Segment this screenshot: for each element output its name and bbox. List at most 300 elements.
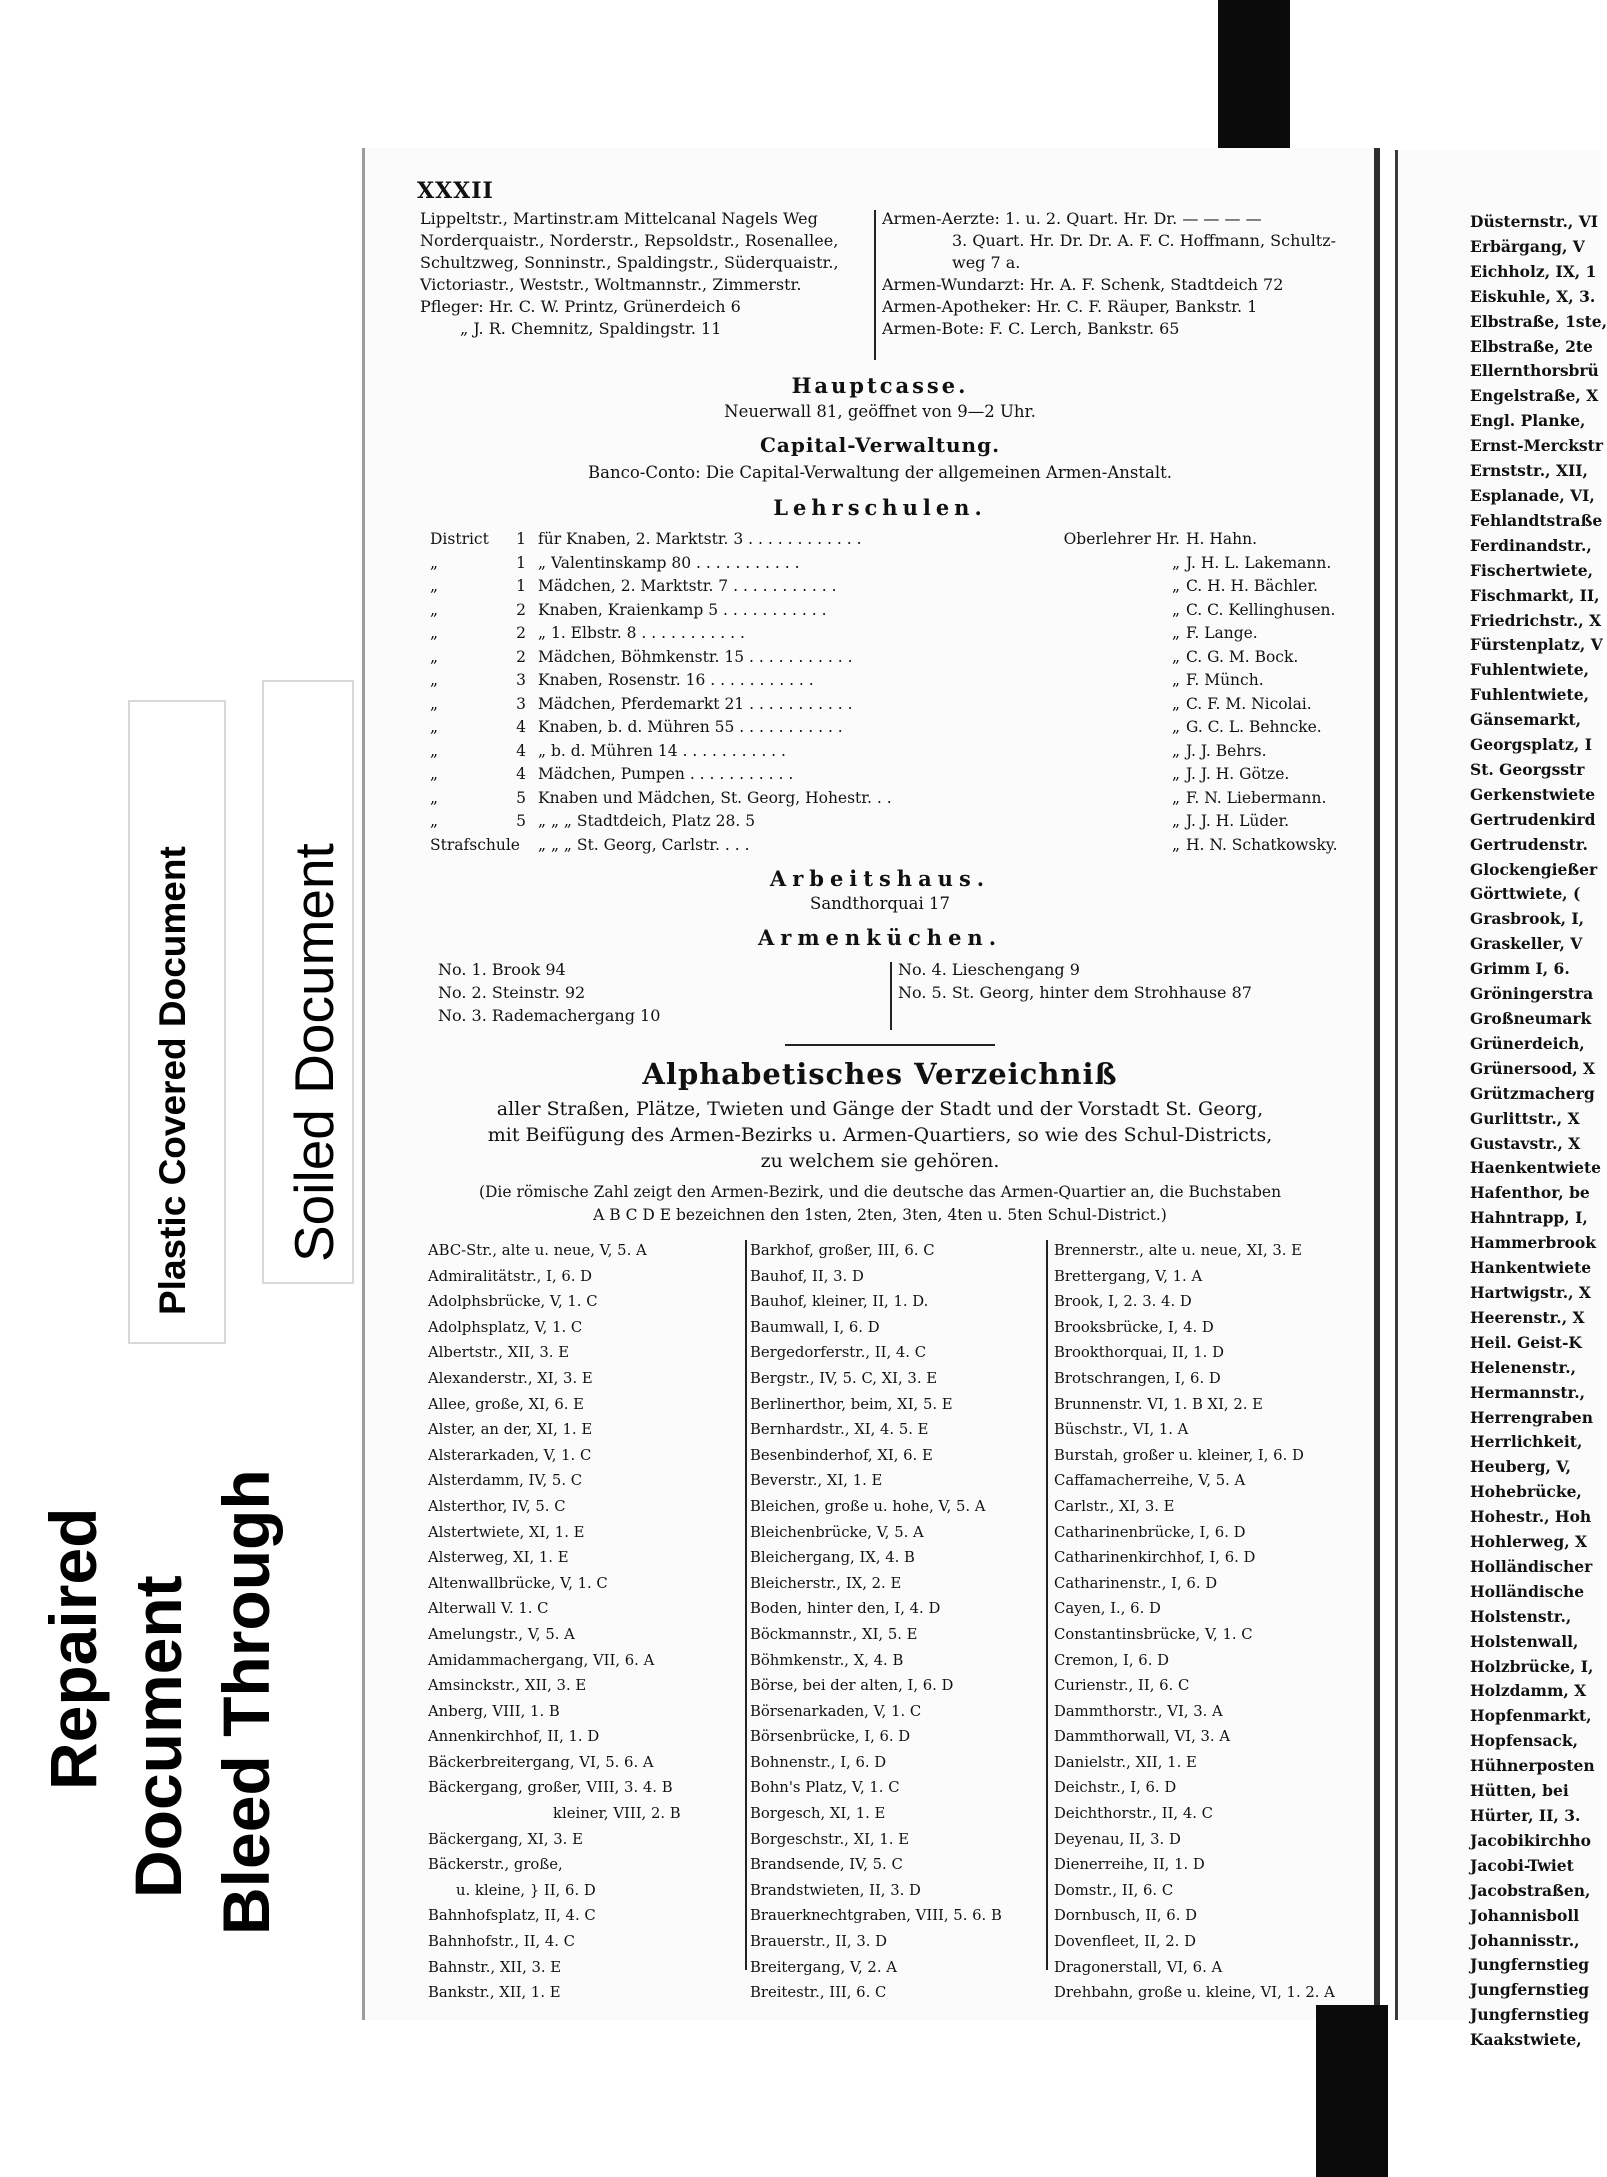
index-entry: Alsterarkaden, V, 1. C: [428, 1446, 592, 1464]
index-entry: Allee, große, XI, 6. E: [428, 1395, 584, 1413]
adjacent-index-entry: Fuhlentwiete,: [1470, 685, 1589, 705]
index-entry: Bleicherstr., IX, 2. E: [750, 1574, 902, 1592]
index-entry: Burstah, großer u. kleiner, I, 6. D: [1054, 1446, 1304, 1464]
index-entry: Drehbahn, große u. kleine, VI, 1. 2. A: [1054, 1984, 1335, 2002]
header-right-line: weg 7 a.: [952, 253, 1021, 272]
adjacent-index-entry: Hopfenmarkt,: [1470, 1706, 1592, 1726]
adjacent-index-entry: Hütten, bei: [1470, 1781, 1569, 1801]
index-entry: Deyenau, II, 3. D: [1054, 1830, 1181, 1848]
header-right-line: Armen-Bote: F. C. Lerch, Bankstr. 65: [882, 319, 1180, 338]
index-entry: Bauhof, kleiner, II, 1. D.: [750, 1293, 929, 1311]
index-entry: Brotschrangen, I, 6. D: [1054, 1369, 1221, 1387]
index-entry: Brettergang, V, 1. A: [1054, 1267, 1203, 1285]
adjacent-index-entry: Hohlerweg, X: [1470, 1532, 1588, 1552]
school-cell-d: „: [430, 647, 439, 666]
index-entry: Altenwallbrücke, V, 1. C: [428, 1574, 608, 1592]
adjacent-index-entry: Ellernthorsbrü: [1470, 361, 1599, 381]
adjacent-index-entry: Holländische: [1470, 1581, 1585, 1601]
school-cell-d: „: [430, 788, 439, 807]
school-cell-desc: Mädchen, Böhmkenstr. 15 . . . . . . . . . . .: [538, 647, 853, 666]
arbeitshaus-text: Sandthorquai 17: [810, 894, 950, 913]
adjacent-index-entry: Eichholz, IX, 1: [1470, 261, 1597, 281]
school-cell-pos: „: [1171, 647, 1180, 666]
header-left-line: Norderquaistr., Norderstr., Repsoldstr., Rosenallee,: [420, 231, 839, 250]
school-row: [430, 812, 1340, 834]
adjacent-index-entry: Engelstraße, X: [1470, 386, 1599, 406]
index-entry: Bäckergang, XI, 3. E: [428, 1830, 583, 1848]
adjacent-index-entry: Kaakstwiete,: [1470, 2030, 1582, 2050]
page-number: XXXII: [417, 178, 494, 204]
adjacent-index-entry: Fürstenplatz, V: [1470, 635, 1603, 655]
index-entry: Alterwall V. 1. C: [428, 1600, 549, 1618]
school-cell-d: „: [430, 553, 439, 572]
adjacent-index-entry: Gustavstr., X: [1470, 1133, 1581, 1153]
adjacent-index-entry: Grünersood, X: [1470, 1058, 1596, 1078]
adjacent-index-entry: Gänsemarkt,: [1470, 710, 1582, 730]
school-cell-name: H. Hahn.: [1186, 530, 1258, 548]
school-cell-d: „: [430, 718, 439, 736]
school-cell-d: „: [430, 694, 439, 713]
adjacent-index-entry: Heuberg, V,: [1470, 1457, 1571, 1477]
adjacent-index-entry: Jungfernstieg: [1470, 2005, 1590, 2025]
index-entry: Alsterdamm, IV, 5. C: [428, 1472, 583, 1490]
school-cell-desc: Knaben, Rosenstr. 16 . . . . . . . . . . .: [538, 671, 814, 689]
adjacent-index-entry: Holländischer: [1470, 1556, 1593, 1576]
index-entry: Curienstr., II, 6. C: [1054, 1677, 1190, 1695]
adjacent-index-entry: Holstenstr.,: [1470, 1606, 1572, 1626]
index-entry: Breitestr., III, 6. C: [750, 1984, 887, 2002]
adjacent-index-entry: Hammerbrook: [1470, 1233, 1596, 1253]
index-entry: u. kleine, } II, 6. D: [456, 1881, 596, 1899]
adjacent-index-entry: Heerenstr., X: [1470, 1307, 1585, 1327]
adjacent-index-entry: Herrengraben: [1470, 1407, 1593, 1427]
adjacent-index-entry: Gurlittstr., X: [1470, 1108, 1580, 1128]
adjacent-index-entry: Grützmacherg: [1470, 1083, 1595, 1103]
index-entry: Amsinckstr., XII, 3. E: [428, 1677, 587, 1695]
school-cell-n: 1: [516, 553, 526, 572]
school-cell-pos: Oberlehrer Hr.: [1063, 530, 1180, 548]
adjacent-index-entry: Fischertwiete,: [1470, 560, 1594, 580]
index-entry: Borgesch, XI, 1. E: [750, 1805, 886, 1823]
index-entry: Bauhof, II, 3. D: [750, 1267, 864, 1285]
school-cell-pos: „: [1171, 553, 1180, 572]
school-cell-d: „: [430, 624, 439, 642]
school-cell-n: 2: [516, 647, 526, 666]
adjacent-index-entry: Heil. Geist-K: [1470, 1332, 1582, 1352]
section-title-lehrschulen: Lehrschulen.: [773, 495, 987, 520]
kitchen-entry: No. 1. Brook 94: [438, 960, 566, 979]
school-cell-pos: „: [1171, 600, 1180, 619]
school-row: [430, 742, 1340, 764]
index-entry: Admiralitätstr., I, 6. D: [428, 1267, 593, 1285]
index-entry: Bleichergang, IX, 4. B: [750, 1549, 915, 1567]
index-entry: Brandsende, IV, 5. C: [750, 1856, 903, 1874]
index-note-2: A B C D E bezeichnen den 1sten, 2ten, 3ten, 4ten u. 5ten Schul-District.): [593, 1206, 1167, 1224]
label-plastic-covered: Plastic Covered Document: [152, 846, 193, 1315]
index-entry: Besenbinderhof, XI, 6. E: [750, 1446, 933, 1464]
index-entry: Bleichen, große u. hohe, V, 5. A: [750, 1497, 986, 1515]
index-entry: Brennerstr., alte u. neue, XI, 3. E: [1054, 1242, 1302, 1259]
index-entry: Domstr., II, 6. C: [1054, 1881, 1174, 1899]
school-cell-name: J. J. H. Lüder.: [1186, 812, 1290, 830]
index-entry: Annenkirchhof, II, 1. D: [428, 1728, 600, 1746]
school-cell-pos: „: [1171, 671, 1180, 689]
header-left-line: Schultzweg, Sonninstr., Spaldingstr., Süderquaistr.,: [420, 253, 839, 272]
adjacent-index-entry: Gertrudenkird: [1470, 809, 1596, 829]
adjacent-index-entry: Jungfernstieg: [1470, 1980, 1590, 2000]
school-cell-d: „: [430, 671, 439, 689]
index-entry: Bahnhofsplatz, II, 4. C: [428, 1907, 596, 1925]
adjacent-index-entry: Jungfernstieg: [1470, 1955, 1590, 1975]
school-cell-desc: Knaben, Kraienkamp 5 . . . . . . . . . . .: [538, 600, 827, 619]
hauptcasse-text: Neuerwall 81, geöffnet von 9—2 Uhr.: [724, 402, 1036, 421]
section-title-hauptcasse: Hauptcasse.: [791, 373, 969, 398]
school-cell-n: 2: [516, 600, 526, 619]
school-row: [430, 836, 1340, 858]
school-cell-pos: „: [1171, 741, 1180, 760]
label-soiled: Soiled Document: [283, 843, 345, 1262]
index-entry: Amidammachergang, VII, 6. A: [428, 1651, 655, 1669]
school-row: [430, 624, 1340, 646]
index-title: Alphabetisches Verzeichniß: [642, 1057, 1118, 1091]
index-entry: Bohnenstr., I, 6. D: [750, 1753, 887, 1771]
index-subtitle-3: zu welchem sie gehören.: [760, 1150, 1000, 1172]
school-cell-name: G. C. L. Behncke.: [1186, 718, 1322, 736]
school-cell-pos: „: [1171, 812, 1180, 830]
school-cell-pos: „: [1171, 788, 1180, 807]
index-entry: Boden, hinter den, I, 4. D: [750, 1600, 941, 1618]
school-cell-name: C. F. M. Nicolai.: [1186, 694, 1312, 713]
index-divider-1: [745, 1240, 747, 1970]
adjacent-index-entry: Johannisstr.,: [1470, 1930, 1580, 1950]
header-left-line: „ J. R. Chemnitz, Spaldingstr. 11: [460, 319, 722, 338]
adjacent-page-text: [1470, 210, 1607, 2050]
adjacent-index-entry: Holzbrücke, I,: [1470, 1656, 1594, 1676]
adjacent-index-entry: Elbstraße, 1ste,: [1470, 311, 1607, 331]
index-entry: Bleichenbrücke, V, 5. A: [750, 1523, 924, 1541]
school-cell-n: 1: [516, 577, 526, 595]
index-entry: Borgeschstr., XI, 1. E: [750, 1830, 910, 1848]
index-entry: Brandstwieten, II, 3. D: [750, 1881, 921, 1899]
index-entry: Bäckergang, großer, VIII, 3. 4. B: [428, 1779, 673, 1797]
index-entry: Catharinenbrücke, I, 6. D: [1054, 1523, 1246, 1541]
adjacent-index-entry: Jacobikirchho: [1470, 1830, 1591, 1850]
adjacent-index-entry: Fehlandtstraße: [1470, 510, 1603, 530]
kitchens-right: [898, 958, 1338, 1004]
index-entry: Bernhardstr., XI, 4. 5. E: [750, 1421, 929, 1439]
index-entry: Dammthorstr., VI, 3. A: [1054, 1702, 1223, 1720]
school-cell-desc: Knaben, b. d. Mühren 55 . . . . . . . . . . .: [538, 718, 843, 736]
index-entry: Bohn's Platz, V, 1. C: [750, 1779, 900, 1797]
adjacent-index-entry: Grünerdeich,: [1470, 1033, 1585, 1053]
school-cell-name: J. J. Behrs.: [1186, 741, 1267, 760]
school-cell-name: F. Lange.: [1186, 624, 1258, 642]
school-cell-d: „: [430, 765, 439, 783]
school-row: [430, 695, 1340, 717]
school-cell-desc: „ Valentinskamp 80 . . . . . . . . . . .: [538, 553, 800, 572]
section-title-capital: Capital-Verwaltung.: [759, 433, 1001, 457]
index-entry: Catharinenkirchhof, I, 6. D: [1054, 1549, 1256, 1567]
section-title-armenkuechen: Armenküchen.: [757, 925, 1003, 950]
index-entry: Dovenfleet, II, 2. D: [1054, 1933, 1196, 1951]
label-bleed-through: Bleed Through: [209, 1469, 283, 1935]
index-entry: ABC-Str., alte u. neue, V, 5. A: [428, 1242, 647, 1259]
school-cell-desc: Mädchen, 2. Marktstr. 7 . . . . . . . . . . .: [538, 577, 837, 595]
school-cell-desc: Mädchen, Pferdemarkt 21 . . . . . . . . . . .: [538, 694, 853, 713]
index-entry: Brookthorquai, II, 1. D: [1054, 1344, 1224, 1362]
index-entry: Alsterthor, IV, 5. C: [428, 1497, 566, 1515]
school-row: [430, 530, 1340, 552]
index-entry: Brooksbrücke, I, 4. D: [1054, 1318, 1214, 1336]
school-cell-desc: „ „ „ Stadtdeich, Platz 28. 5: [538, 812, 756, 830]
school-cell-desc: „ b. d. Mühren 14 . . . . . . . . . . .: [538, 741, 786, 760]
index-entry: Bahnstr., XII, 3. E: [428, 1958, 562, 1976]
index-entry: Börse, bei der alten, I, 6. D: [750, 1677, 954, 1695]
index-note-1: (Die römische Zahl zeigt den Armen-Bezirk, und die deutsche das Armen-Quartier an, die Buchstaben: [478, 1183, 1282, 1201]
kitchens-divider: [890, 962, 892, 1030]
index-entry: Bergstr., IV, 5. C, XI, 3. E: [750, 1369, 938, 1387]
kitchens-left: [438, 958, 858, 1027]
adjacent-index-entry: Hopfensack,: [1470, 1731, 1578, 1751]
adjacent-index-entry: Ferdinandstr.,: [1470, 535, 1592, 555]
school-row: [430, 671, 1340, 693]
adjacent-index-entry: Hermannstr.,: [1470, 1382, 1586, 1402]
school-cell-desc: „ „ „ St. Georg, Carlstr. . . .: [538, 835, 750, 854]
school-cell-name: F. Münch.: [1186, 671, 1264, 689]
school-cell-pos: „: [1171, 718, 1180, 736]
school-cell-pos: „: [1171, 765, 1180, 783]
index-column-3: [1054, 1238, 1354, 2006]
kitchen-entry: No. 2. Steinstr. 92: [438, 983, 586, 1002]
adjacent-index-entry: Grasbrook, I,: [1470, 909, 1585, 929]
index-entry: Caffamacherreihe, V, 5. A: [1054, 1472, 1246, 1490]
school-row: [430, 789, 1340, 811]
adjacent-index-entry: Hahntrapp, I,: [1470, 1208, 1588, 1228]
adjacent-index-entry: Großneumark: [1470, 1009, 1592, 1028]
index-entry: Adolphsplatz, V, 1. C: [428, 1318, 583, 1336]
index-entry: Carlstr., XI, 3. E: [1054, 1497, 1175, 1515]
index-entry: Böckmannstr., XI, 5. E: [750, 1625, 918, 1643]
adjacent-index-entry: Engl. Planke,: [1470, 411, 1586, 431]
adjacent-index-entry: Hartwigstr., X: [1470, 1282, 1591, 1302]
adjacent-index-entry: Görttwiete, (: [1470, 884, 1581, 904]
school-row: [430, 577, 1340, 599]
school-cell-pos: „: [1171, 694, 1180, 713]
top-right-block: [882, 208, 1342, 340]
index-entry: Dornbusch, II, 6. D: [1054, 1907, 1197, 1925]
school-cell-pos: „: [1171, 577, 1180, 595]
school-cell-desc: Mädchen, Pumpen . . . . . . . . . . .: [538, 765, 794, 783]
adjacent-index-entry: Hohebrücke,: [1470, 1482, 1582, 1502]
school-cell-d: „: [430, 600, 439, 619]
index-entry: Deichthorstr., II, 4. C: [1054, 1805, 1213, 1823]
index-entry: Börsenarkaden, V, 1. C: [750, 1702, 922, 1720]
school-cell-d: „: [430, 741, 439, 760]
school-cell-name: C. H. H. Bächler.: [1186, 577, 1318, 595]
index-entry: Danielstr., XII, 1. E: [1054, 1753, 1197, 1771]
school-row: [430, 601, 1340, 623]
index-entry: Baumwall, I, 6. D: [750, 1318, 880, 1336]
section-title-arbeitshaus: Arbeitshaus.: [769, 866, 991, 891]
adjacent-index-entry: St. Georgsstr: [1470, 759, 1585, 779]
index-entry: Cayen, I., 6. D: [1054, 1600, 1161, 1618]
school-cell-name: J. J. H. Götze.: [1186, 765, 1290, 783]
adjacent-index-entry: Fuhlentwiete,: [1470, 660, 1589, 680]
adjacent-index-entry: Eiskuhle, X, 3.: [1470, 286, 1596, 306]
index-entry: Cremon, I, 6. D: [1054, 1651, 1169, 1669]
index-entry: Börsenbrücke, I, 6. D: [750, 1728, 911, 1746]
index-entry: Alexanderstr., XI, 3. E: [428, 1369, 593, 1387]
index-column-2: [750, 1238, 1045, 2006]
adjacent-index-entry: Ernststr., XII,: [1470, 461, 1588, 481]
index-entry: Breitergang, V, 2. A: [750, 1958, 897, 1976]
adjacent-index-entry: Düsternstr., VI: [1470, 212, 1598, 231]
adjacent-index-entry: Esplanade, VI,: [1470, 485, 1595, 505]
school-cell-desc: Knaben und Mädchen, St. Georg, Hohestr. . .: [538, 788, 892, 807]
index-entry: Berlinerthor, beim, XI, 5. E: [750, 1395, 953, 1413]
header-right-line: Armen-Apotheker: Hr. C. F. Räuper, Bankstr. 1: [882, 297, 1258, 316]
index-entry: Bäckerstr., große,: [428, 1856, 563, 1874]
adjacent-index-entry: Haenkentwiete: [1470, 1158, 1601, 1178]
index-entry: Deichstr., I, 6. D: [1054, 1779, 1177, 1797]
index-entry: Catharinenstr., I, 6. D: [1054, 1574, 1218, 1592]
label-repaired: Repaired: [36, 1507, 110, 1790]
adjacent-index-entry: Hohestr., Hoh: [1470, 1507, 1592, 1527]
adjacent-index-entry: Helenenstr.,: [1470, 1357, 1577, 1377]
index-entry: Alster, an der, XI, 1. E: [428, 1421, 593, 1439]
separator-rule: [785, 1044, 995, 1046]
index-entry: Barkhof, großer, III, 6. C: [750, 1242, 935, 1259]
index-entry: Dammthorwall, VI, 3. A: [1054, 1728, 1231, 1746]
kitchen-entry: No. 5. St. Georg, hinter dem Strohhause 87: [898, 983, 1252, 1002]
school-cell-pos: „: [1171, 835, 1180, 854]
black-margin-bar-bottom: [1316, 2005, 1388, 2177]
school-row: [430, 718, 1340, 740]
index-subtitle-1: aller Straßen, Plätze, Twieten und Gänge der Stadt und der Vorstadt St. Georg,: [496, 1098, 1264, 1120]
adjacent-index-entry: Glockengießer: [1470, 859, 1598, 879]
index-entry: Albertstr., XII, 3. E: [428, 1344, 570, 1362]
index-subtitle-2: mit Beifügung des Armen-Bezirks u. Armen-Quartiers, so wie des Schul-Districts,: [487, 1124, 1273, 1146]
header-right-line: Armen-Wundarzt: Hr. A. F. Schenk, Stadtdeich 72: [882, 275, 1284, 294]
index-entry: Bergedorferstr., II, 4. C: [750, 1344, 927, 1362]
adjacent-index-entry: Ernst-Merckstr: [1470, 436, 1603, 456]
index-entry: Constantinsbrücke, V, 1. C: [1054, 1625, 1253, 1643]
index-entry: Bankstr., XII, 1. E: [428, 1984, 561, 2002]
school-cell-n: 4: [516, 765, 526, 783]
school-row: [430, 648, 1340, 670]
adjacent-index-entry: Hürter, II, 3.: [1470, 1806, 1581, 1825]
adjacent-index-entry: Holzdamm, X: [1470, 1681, 1587, 1701]
index-entry: kleiner, VIII, 2. B: [553, 1805, 681, 1823]
school-cell-n: 4: [516, 741, 526, 760]
adjacent-index-entry: Erbärgang, V: [1470, 236, 1585, 256]
adjacent-index-entry: Gerkenstwiete: [1470, 784, 1596, 804]
adjacent-index-entry: Graskeller, V: [1470, 934, 1583, 954]
school-cell-n: 3: [516, 694, 526, 713]
index-entry: Brook, I, 2. 3. 4. D: [1054, 1293, 1192, 1311]
header-left-line: Pfleger: Hr. C. W. Printz, Grünerdeich 6: [420, 297, 741, 316]
adjacent-index-entry: Jacobstraßen,: [1470, 1880, 1591, 1900]
school-cell-name: J. H. L. Lakemann.: [1186, 553, 1332, 572]
school-cell-name: C. G. M. Bock.: [1186, 647, 1299, 666]
capital-text: Banco-Conto: Die Capital-Verwaltung der allgemeinen Armen-Anstalt.: [588, 463, 1172, 482]
index-entry: Amelungstr., V, 5. A: [428, 1625, 575, 1643]
black-margin-bar-top: [1218, 0, 1290, 165]
adjacent-index-entry: Friedrichstr., X: [1470, 610, 1602, 630]
adjacent-index-entry: Herrlichkeit,: [1470, 1432, 1583, 1452]
kitchen-entry: No. 3. Rademachergang 10: [438, 1006, 661, 1025]
school-table: [430, 530, 1340, 860]
school-cell-name: C. C. Kellinghusen.: [1186, 600, 1336, 619]
index-divider-2: [1046, 1240, 1048, 1970]
index-entry: Adolphsbrücke, V, 1. C: [428, 1293, 598, 1311]
school-row: [430, 554, 1340, 576]
school-row: [430, 765, 1340, 787]
index-entry: Dragonerstall, VI, 6. A: [1054, 1958, 1223, 1976]
adjacent-index-entry: Jacobi-Twiet: [1470, 1855, 1574, 1875]
index-column-1: [428, 1238, 743, 2006]
school-cell-name: H. N. Schatkowsky.: [1186, 835, 1338, 854]
index-entry: Böhmkenstr., X, 4. B: [750, 1651, 904, 1669]
index-entry: Bäckerbreitergang, VI, 5. 6. A: [428, 1753, 654, 1771]
adjacent-index-entry: Hankentwiete: [1470, 1258, 1592, 1278]
index-entry: Bahnhofstr., II, 4. C: [428, 1933, 576, 1951]
index-entry: Brauerstr., II, 3. D: [750, 1933, 888, 1951]
column-divider: [874, 210, 876, 360]
school-cell-desc: für Knaben, 2. Marktstr. 3 . . . . . . . . . . . .: [538, 530, 862, 548]
school-cell-n: 5: [516, 812, 526, 830]
index-entry: Brauerknechtgraben, VIII, 5. 6. B: [750, 1907, 1002, 1925]
adjacent-index-entry: Holstenwall,: [1470, 1631, 1579, 1651]
school-cell-d: „: [430, 577, 439, 595]
index-entry: Anberg, VIII, 1. B: [428, 1702, 560, 1720]
index-entry: Büschstr., VI, 1. A: [1054, 1421, 1189, 1439]
school-cell-n: 5: [516, 788, 526, 807]
school-cell-d: District: [430, 530, 489, 548]
school-cell-n: 4: [516, 718, 526, 736]
school-cell-d: „: [430, 812, 439, 830]
top-left-block: [420, 208, 875, 340]
index-entry: Dienerreihe, II, 1. D: [1054, 1856, 1205, 1874]
index-entry: Beverstr., XI, 1. E: [750, 1472, 883, 1490]
adjacent-index-entry: Hühnerposten: [1470, 1756, 1595, 1776]
school-cell-desc: „ 1. Elbstr. 8 . . . . . . . . . . .: [538, 624, 745, 642]
adjacent-index-entry: Elbstraße, 2te: [1470, 336, 1593, 356]
adjacent-index-entry: Georgsplatz, I: [1470, 735, 1592, 755]
school-cell-n: 3: [516, 671, 526, 689]
header-right-line: 3. Quart. Hr. Dr. Dr. A. F. C. Hoffmann, Schultz-: [952, 231, 1337, 250]
index-entry: Alsterweg, XI, 1. E: [428, 1549, 569, 1567]
adjacent-index-entry: Fischmarkt, II,: [1470, 585, 1600, 605]
school-cell-name: F. N. Liebermann.: [1186, 788, 1327, 807]
adjacent-index-entry: Gröningerstra: [1470, 984, 1594, 1004]
school-cell-pos: „: [1171, 624, 1180, 642]
index-entry: Alstertwiete, XI, 1. E: [428, 1523, 585, 1541]
school-cell-n: 2: [516, 624, 526, 642]
adjacent-index-entry: Johannisboll: [1470, 1905, 1580, 1925]
school-cell-n: 1: [516, 530, 526, 548]
adjacent-index-entry: Grimm I, 6.: [1470, 959, 1570, 979]
header-left-line: Victoriastr., Weststr., Woltmannstr., Zimmerstr.: [420, 275, 802, 294]
adjacent-index-entry: Hafenthor, be: [1470, 1183, 1590, 1203]
header-right-line: Armen-Aerzte: 1. u. 2. Quart. Hr. Dr. — — — —: [882, 209, 1262, 228]
header-left-line: Lippeltstr., Martinstr.am Mittelcanal Nagels Weg: [420, 209, 818, 228]
label-document: Document: [121, 1575, 195, 1898]
kitchen-entry: No. 4. Lieschengang 9: [898, 960, 1080, 979]
index-entry: Brunnenstr. VI, 1. B XI, 2. E: [1054, 1395, 1263, 1413]
school-cell-d: Strafschule: [430, 835, 520, 854]
adjacent-index-entry: Gertrudenstr.: [1470, 834, 1588, 854]
